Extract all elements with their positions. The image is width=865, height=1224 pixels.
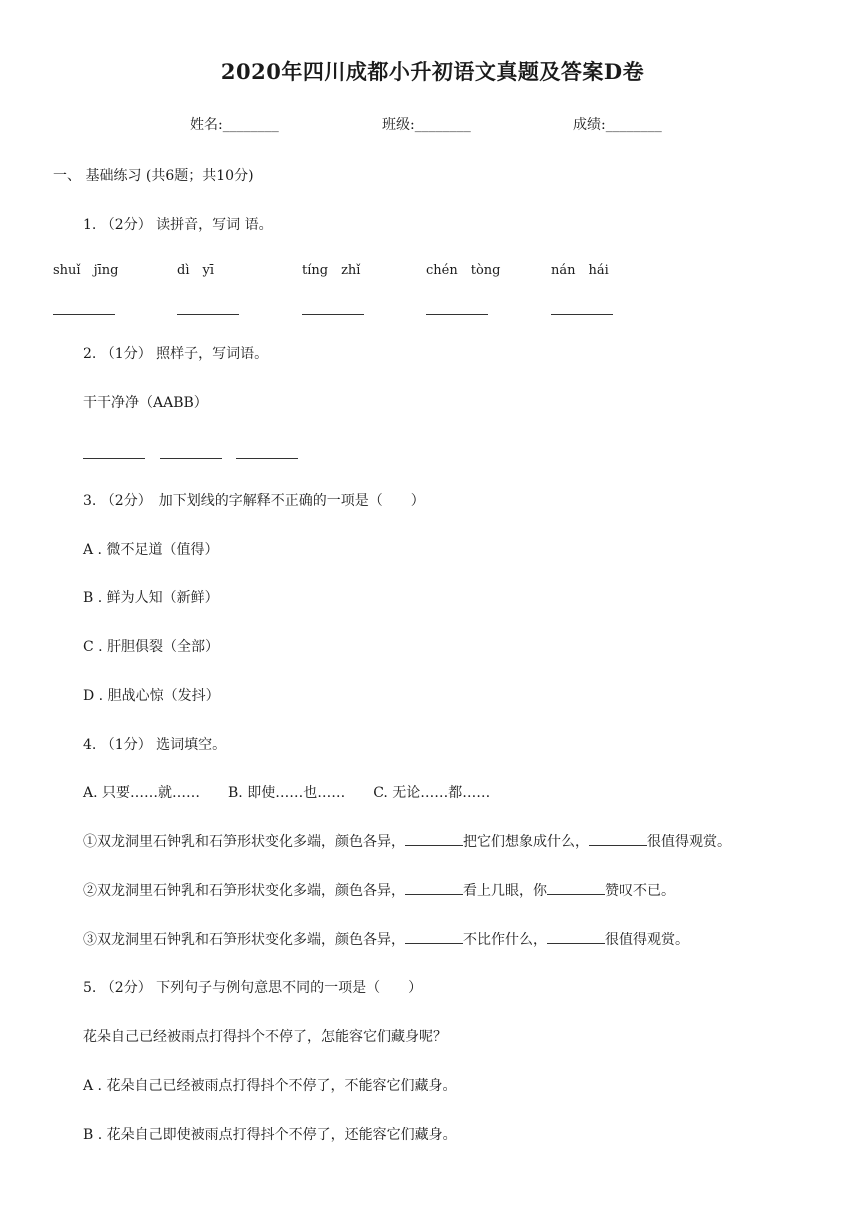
answer-blank[interactable] <box>302 314 364 315</box>
pinyin-item: tíng zhǐ <box>302 263 361 278</box>
question-5-example: 花朵自己已经被雨点打得抖个不停了，怎能容它们藏身呢？ <box>83 1029 447 1045</box>
pinyin-item: chén tòng <box>426 263 501 278</box>
answer-blank[interactable] <box>160 458 222 459</box>
option-a[interactable]: A . 微不足道（值得） <box>83 542 219 558</box>
name-field-label: 姓名:________ <box>190 117 279 133</box>
sentence-text: 看上几眼，你 <box>463 883 547 899</box>
question-5-stem: 5. （2分） 下列句子与例句意思不同的一项是（ ） <box>83 980 423 996</box>
fill-sentence-3 <box>83 929 689 949</box>
fill-sentence-1 <box>83 831 731 851</box>
question-4-choices: A. 只要……就…… B. 即使……也…… C. 无论……都…… <box>83 785 491 801</box>
class-field-label: 班级:________ <box>382 117 471 133</box>
question-2-stem: 2. （1分） 照样子，写词语。 <box>83 346 269 362</box>
answer-blank[interactable] <box>547 942 605 944</box>
score-field-label: 成绩:________ <box>573 117 662 133</box>
fill-sentence-2 <box>83 880 675 900</box>
sentence-text: ①双龙洞里石钟乳和石笋形状变化多端，颜色各异， <box>83 834 405 850</box>
option-b[interactable]: B . 鲜为人知（新鲜） <box>83 590 219 606</box>
sentence-text: ③双龙洞里石钟乳和石笋形状变化多端，颜色各异， <box>83 932 405 948</box>
question-4-stem: 4. （1分） 选词填空。 <box>83 737 227 753</box>
sentence-text: 把它们想象成什么， <box>463 834 589 850</box>
answer-blank[interactable] <box>551 314 613 315</box>
answer-blank[interactable] <box>177 314 239 315</box>
option-b[interactable]: B . 花朵自己即使被雨点打得抖个不停了，还能容它们藏身。 <box>83 1127 457 1143</box>
option-d[interactable]: D . 胆战心惊（发抖） <box>83 688 220 704</box>
answer-blank[interactable] <box>236 458 298 459</box>
sentence-text: ②双龙洞里石钟乳和石笋形状变化多端，颜色各异， <box>83 883 405 899</box>
section-heading: 一、 基础练习 (共6题；共10分) <box>53 168 254 184</box>
answer-blank[interactable] <box>589 844 647 846</box>
answer-blank[interactable] <box>547 893 605 895</box>
sentence-text: 很值得观赏。 <box>605 932 689 948</box>
question-1-stem: 1. （2分） 读拼音，写词 语。 <box>83 217 273 233</box>
question-3-stem: 3. （2分） 加下划线的字解释不正确的一项是（ ） <box>83 493 425 509</box>
sentence-text: 赞叹不已。 <box>605 883 675 899</box>
answer-blank[interactable] <box>405 844 463 846</box>
answer-blank[interactable] <box>405 942 463 944</box>
pinyin-item: nán hái <box>551 263 609 278</box>
option-c[interactable]: C . 肝胆俱裂（全部） <box>83 639 220 655</box>
pinyin-item: dì yī <box>177 263 214 278</box>
answer-blank[interactable] <box>53 314 115 315</box>
pinyin-item: shuǐ jīng <box>53 263 119 278</box>
answer-blank[interactable] <box>426 314 488 315</box>
sentence-text: 不比作什么， <box>463 932 547 948</box>
answer-blank[interactable] <box>405 893 463 895</box>
option-a[interactable]: A . 花朵自己已经被雨点打得抖个不停了，不能容它们藏身。 <box>83 1078 457 1094</box>
page-title: 2020年四川成都小升初语文真题及答案D卷 <box>220 59 645 84</box>
answer-blank[interactable] <box>83 458 145 459</box>
sentence-text: 很值得观赏。 <box>647 834 731 850</box>
question-2-example: 干干净净（AABB） <box>83 395 208 411</box>
